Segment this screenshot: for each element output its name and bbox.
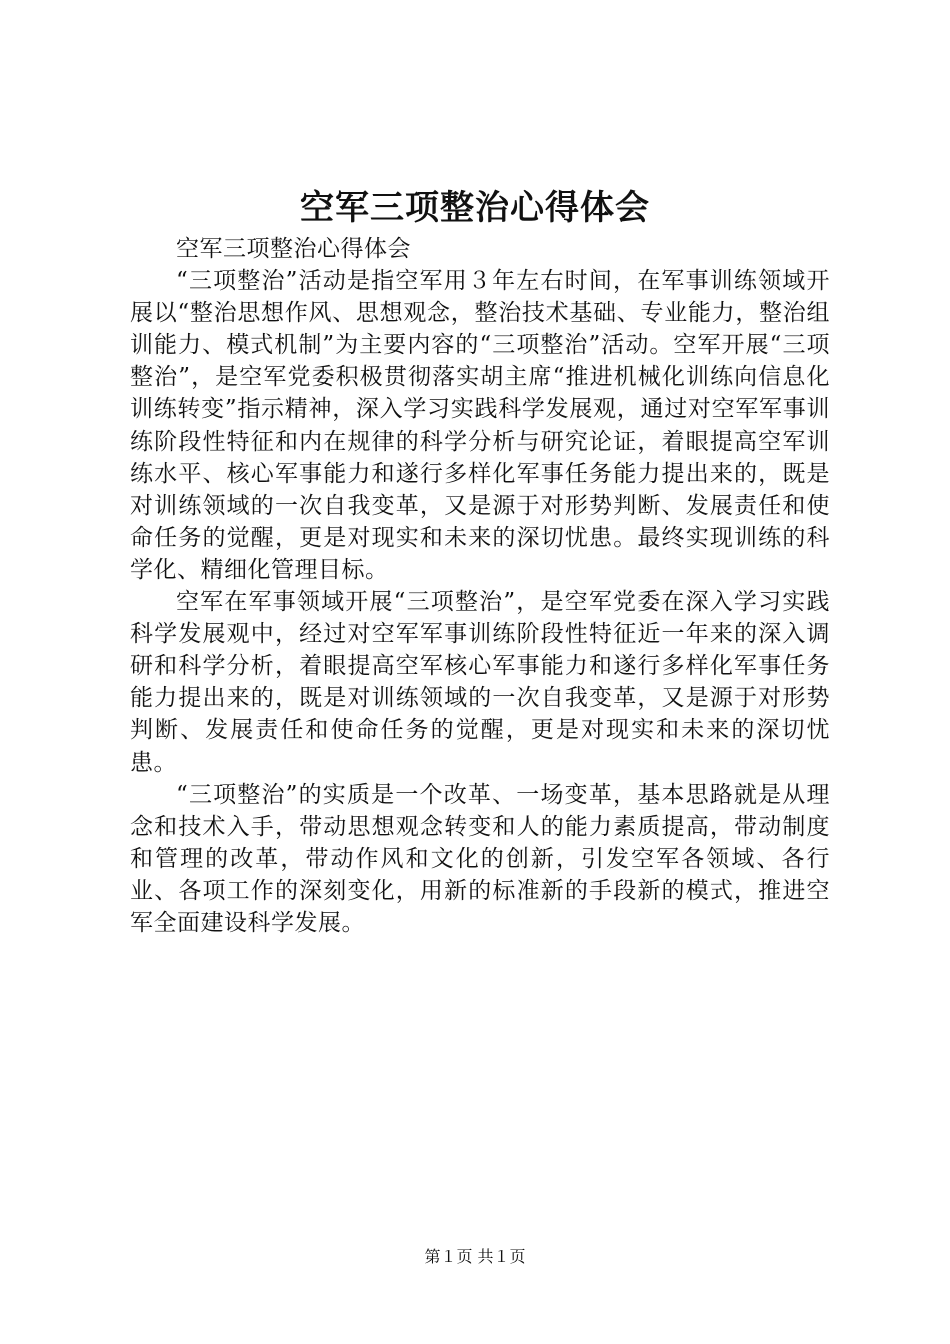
paragraph-2: 空军在军事领域开展“三项整治”，是空军党委在深入学习实践科学发展观中，经过对空军军事训练阶段性特征近一年来的深入调研和科学分析，着眼提高空军核心军事能力和遂行多样化军事任务能力提出来的，既是对训练领域的一次自我变革，又是源于对形势判断、发展责任和使命任务的觉醒，更是对现实和未来的深切忧患。 [130,589,830,776]
paragraph-3: “三项整治”的实质是一个改革、一场变革，基本思路就是从理念和技术入手，带动思想观念转变和人的能力素质提高，带动制度和管理的改革，带动作风和文化的创新，引发空军各领域、各行业、各项工作的深刻变化，用新的标准新的手段新的模式，推进空军全面建设科学发展。 [130,781,830,936]
paragraph-1: “三项整治”活动是指空军用３年左右时间，在军事训练领域开展以“整治思想作风、思想观念，整治技术基础、专业能力，整治组训能力、模式机制”为主要内容的“三项整治”活动。空军开展“三项整治”，是空军党委积极贯彻落实胡主席“推进机械化训练向信息化训练转变”指示精神，深入学习实践科学发展观，通过对空军军事训练阶段性特征和内在规律的科学分析与研究论证，着眼提高空军训练水平、核心军事能力和遂行多样化军事任务能力提出来的，既是对训练领域的一次自我变革，又是源于对形势判断、发展责任和使命任务的觉醒，更是对现实和未来的深切忧患。最终实现训练的科学化、精细化管理目标。 [130,268,830,583]
paragraph-subtitle: 空军三项整治心得体会 [176,236,411,262]
document-title: 空军三项整治心得体会 [300,188,650,228]
document-body [130,233,830,939]
page-footer: 第１页 共１页 [424,1247,526,1266]
